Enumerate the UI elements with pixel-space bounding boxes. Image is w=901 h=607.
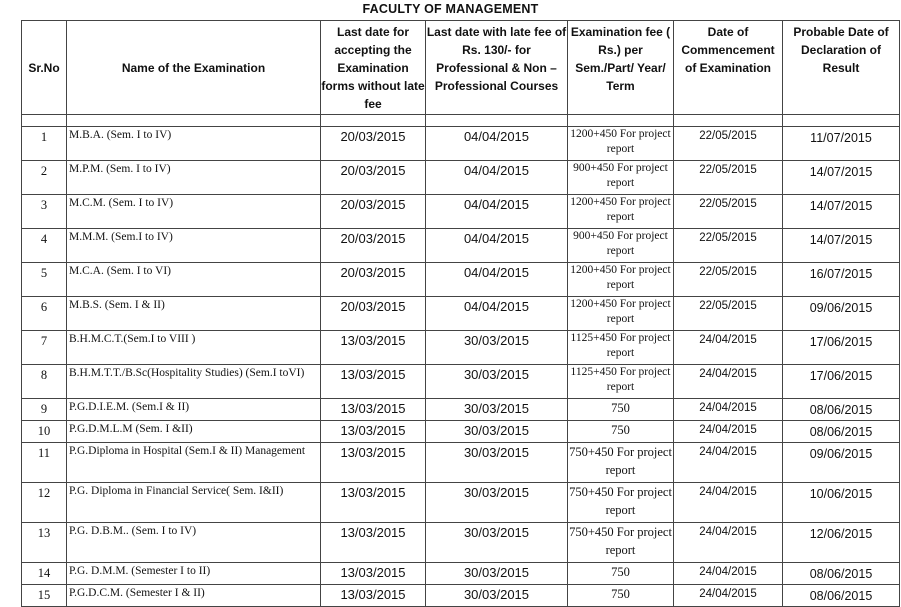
late-date-cell: 30/03/2015	[426, 585, 568, 607]
commencement-cell: 22/05/2015	[674, 195, 783, 229]
last-date-cell: 13/03/2015	[321, 483, 426, 523]
examination-schedule-table	[21, 20, 900, 607]
header-sr-no: Sr.No	[22, 21, 67, 115]
late-date-cell: 04/04/2015	[426, 263, 568, 297]
exam-fee-cell: 1125+450 For project report	[568, 365, 674, 399]
sr-no-cell: 10	[22, 421, 67, 443]
sr-no-cell: 1	[22, 127, 67, 161]
result-date-cell: 09/06/2015	[783, 297, 900, 331]
exam-fee-cell: 1200+450 For project report	[568, 127, 674, 161]
table-row	[22, 297, 900, 331]
result-date-cell: 14/07/2015	[783, 195, 900, 229]
late-date-cell: 30/03/2015	[426, 365, 568, 399]
result-date-cell: 14/07/2015	[783, 229, 900, 263]
exam-name-cell: M.C.M. (Sem. I to IV)	[67, 195, 321, 229]
table-row	[22, 365, 900, 399]
result-date-cell: 11/07/2015	[783, 127, 900, 161]
exam-fee-cell: 1200+450 For project report	[568, 297, 674, 331]
commencement-cell: 24/04/2015	[674, 443, 783, 483]
sr-no-cell: 14	[22, 563, 67, 585]
exam-fee-cell: 900+450 For project report	[568, 161, 674, 195]
last-date-cell: 13/03/2015	[321, 331, 426, 365]
header-result-date: Probable Date of Declaration of Result	[783, 21, 900, 115]
commencement-cell: 24/04/2015	[674, 365, 783, 399]
exam-name-cell: M.B.S. (Sem. I & II)	[67, 297, 321, 331]
table-row	[22, 161, 900, 195]
late-date-cell: 04/04/2015	[426, 229, 568, 263]
commencement-cell: 24/04/2015	[674, 421, 783, 443]
late-date-cell: 04/04/2015	[426, 195, 568, 229]
commencement-cell: 22/05/2015	[674, 127, 783, 161]
commencement-cell: 22/05/2015	[674, 229, 783, 263]
late-date-cell: 30/03/2015	[426, 443, 568, 483]
sr-no-cell: 8	[22, 365, 67, 399]
table-row	[22, 443, 900, 483]
exam-fee-cell: 900+450 For project report	[568, 229, 674, 263]
late-date-cell: 30/03/2015	[426, 399, 568, 421]
sr-no-cell: 15	[22, 585, 67, 607]
last-date-cell: 13/03/2015	[321, 399, 426, 421]
spacer-row	[22, 115, 900, 127]
table-row	[22, 263, 900, 297]
result-date-cell: 10/06/2015	[783, 483, 900, 523]
last-date-cell: 13/03/2015	[321, 523, 426, 563]
table-row	[22, 127, 900, 161]
commencement-cell: 24/04/2015	[674, 399, 783, 421]
exam-fee-cell: 750	[568, 585, 674, 607]
sr-no-cell: 6	[22, 297, 67, 331]
late-date-cell: 04/04/2015	[426, 297, 568, 331]
exam-fee-cell: 1200+450 For project report	[568, 195, 674, 229]
result-date-cell: 14/07/2015	[783, 161, 900, 195]
commencement-cell: 22/05/2015	[674, 161, 783, 195]
late-date-cell: 30/03/2015	[426, 483, 568, 523]
header-row	[22, 21, 900, 115]
last-date-cell: 20/03/2015	[321, 229, 426, 263]
table-row	[22, 399, 900, 421]
exam-fee-cell: 750	[568, 399, 674, 421]
table-row	[22, 523, 900, 563]
exam-name-cell: P.G.D.C.M. (Semester I & II)	[67, 585, 321, 607]
commencement-cell: 24/04/2015	[674, 331, 783, 365]
commencement-cell: 24/04/2015	[674, 523, 783, 563]
sr-no-cell: 13	[22, 523, 67, 563]
last-date-cell: 20/03/2015	[321, 297, 426, 331]
table-row	[22, 229, 900, 263]
result-date-cell: 16/07/2015	[783, 263, 900, 297]
header-exam-fee: Examination fee ( Rs.) per Sem./Part/ Year/ Term	[568, 21, 674, 115]
exam-name-cell: M.M.M. (Sem.I to IV)	[67, 229, 321, 263]
commencement-cell: 22/05/2015	[674, 263, 783, 297]
sr-no-cell: 7	[22, 331, 67, 365]
last-date-cell: 20/03/2015	[321, 195, 426, 229]
exam-fee-cell: 750	[568, 563, 674, 585]
last-date-cell: 13/03/2015	[321, 443, 426, 483]
last-date-cell: 20/03/2015	[321, 263, 426, 297]
page-title: FACULTY OF MANAGEMENT	[362, 2, 539, 16]
result-date-cell: 08/06/2015	[783, 399, 900, 421]
sr-no-cell: 9	[22, 399, 67, 421]
sr-no-cell: 11	[22, 443, 67, 483]
exam-name-cell: P.G. Diploma in Financial Service( Sem. I&II)	[67, 483, 321, 523]
late-date-cell: 04/04/2015	[426, 127, 568, 161]
result-date-cell: 12/06/2015	[783, 523, 900, 563]
result-date-cell: 08/06/2015	[783, 585, 900, 607]
last-date-cell: 13/03/2015	[321, 365, 426, 399]
exam-fee-cell: 1125+450 For project report	[568, 331, 674, 365]
table-row	[22, 483, 900, 523]
result-date-cell: 08/06/2015	[783, 421, 900, 443]
exam-fee-cell: 750	[568, 421, 674, 443]
table-row	[22, 331, 900, 365]
exam-name-cell: P.G.D.M.L.M (Sem. I &II)	[67, 421, 321, 443]
result-date-cell: 09/06/2015	[783, 443, 900, 483]
exam-name-cell: M.B.A. (Sem. I to IV)	[67, 127, 321, 161]
last-date-cell: 13/03/2015	[321, 585, 426, 607]
table-row	[22, 585, 900, 607]
exam-name-cell: M.C.A. (Sem. I to VI)	[67, 263, 321, 297]
header-commencement-date: Date of Commencement of Examination	[674, 21, 783, 115]
header-last-date: Last date for accepting the Examination forms without late fee	[321, 21, 426, 115]
sr-no-cell: 2	[22, 161, 67, 195]
exam-name-cell: P.G. D.B.M.. (Sem. I to IV)	[67, 523, 321, 563]
exam-name-cell: P.G.Diploma in Hospital (Sem.I & II) Management	[67, 443, 321, 483]
last-date-cell: 20/03/2015	[321, 127, 426, 161]
exam-name-cell: P.G. D.M.M. (Semester I to II)	[67, 563, 321, 585]
table-row	[22, 195, 900, 229]
late-date-cell: 04/04/2015	[426, 161, 568, 195]
result-date-cell: 08/06/2015	[783, 563, 900, 585]
exam-fee-cell: 750+450 For project report	[568, 523, 674, 563]
late-date-cell: 30/03/2015	[426, 331, 568, 365]
header-late-fee-date: Last date with late fee of Rs. 130/- for Professional & Non – Professional Courses	[426, 21, 568, 115]
last-date-cell: 13/03/2015	[321, 421, 426, 443]
sr-no-cell: 3	[22, 195, 67, 229]
commencement-cell: 24/04/2015	[674, 483, 783, 523]
header-examination-name: Name of the Examination	[67, 21, 321, 115]
exam-fee-cell: 750+450 For project report	[568, 443, 674, 483]
sr-no-cell: 5	[22, 263, 67, 297]
exam-name-cell: P.G.D.I.E.M. (Sem.I & II)	[67, 399, 321, 421]
table-row	[22, 563, 900, 585]
commencement-cell: 24/04/2015	[674, 585, 783, 607]
result-date-cell: 17/06/2015	[783, 331, 900, 365]
late-date-cell: 30/03/2015	[426, 421, 568, 443]
result-date-cell: 17/06/2015	[783, 365, 900, 399]
late-date-cell: 30/03/2015	[426, 523, 568, 563]
last-date-cell: 20/03/2015	[321, 161, 426, 195]
sr-no-cell: 4	[22, 229, 67, 263]
sr-no-cell: 12	[22, 483, 67, 523]
exam-name-cell: B.H.M.C.T.(Sem.I to VIII )	[67, 331, 321, 365]
exam-name-cell: M.P.M. (Sem. I to IV)	[67, 161, 321, 195]
late-date-cell: 30/03/2015	[426, 563, 568, 585]
table-row	[22, 421, 900, 443]
exam-name-cell: B.H.M.T.T./B.Sc(Hospitality Studies) (Sem.I toVI)	[67, 365, 321, 399]
commencement-cell: 24/04/2015	[674, 563, 783, 585]
last-date-cell: 13/03/2015	[321, 563, 426, 585]
exam-fee-cell: 1200+450 For project report	[568, 263, 674, 297]
exam-fee-cell: 750+450 For project report	[568, 483, 674, 523]
commencement-cell: 22/05/2015	[674, 297, 783, 331]
